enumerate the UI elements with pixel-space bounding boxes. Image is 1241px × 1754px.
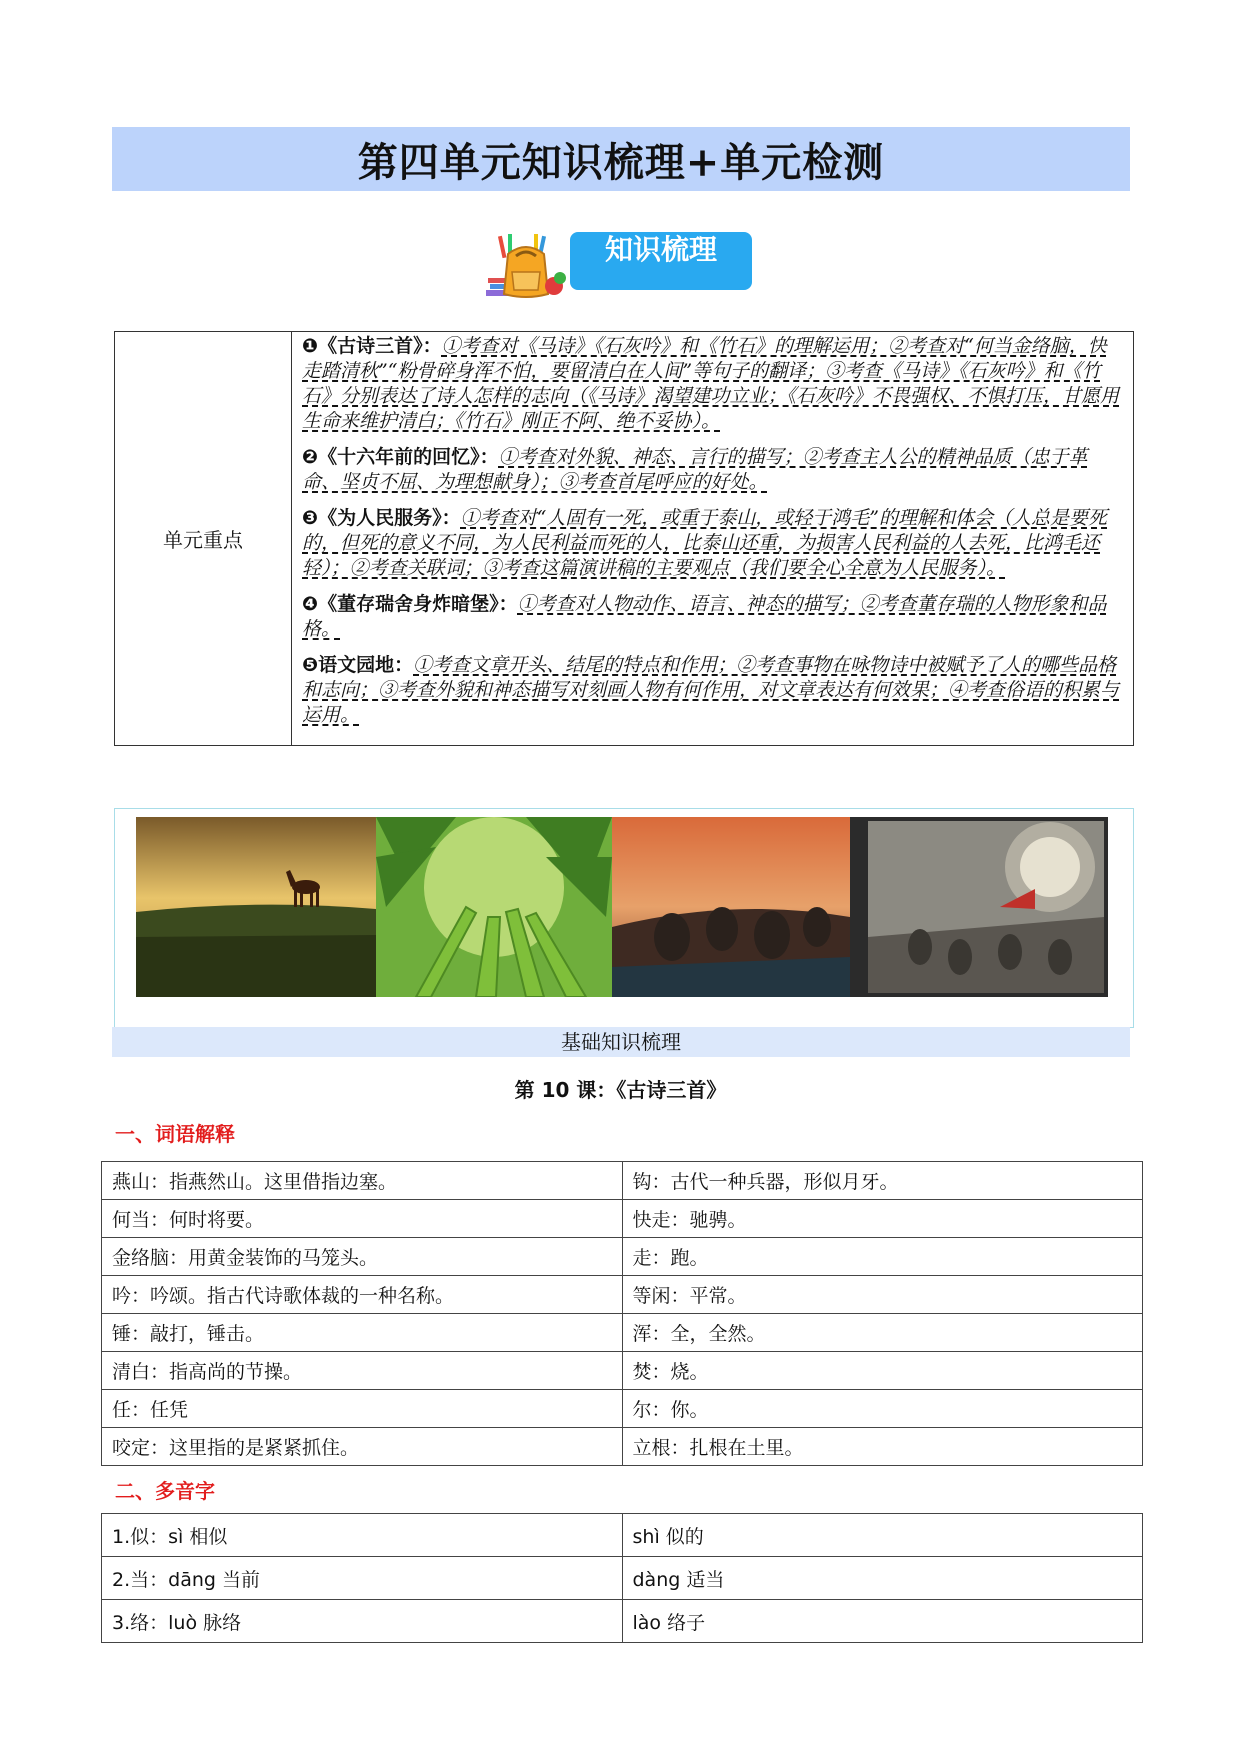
- table-row: [102, 1390, 1143, 1428]
- polyphone-cell: lào 络子: [622, 1600, 1143, 1643]
- table-row: [102, 1238, 1143, 1276]
- table-row: [102, 1428, 1143, 1466]
- battle-painting-image: [612, 817, 850, 997]
- section-badge: [478, 228, 758, 294]
- explosion-painting-image: [850, 817, 1108, 997]
- focus-item: [302, 445, 1125, 495]
- focus-item-detail: ①考查文章开头、结尾的特点和作用；②考查事物在咏物诗中被赋予了人的哪些品格和志向；③考查外貌和神态描写对刻画人物有何作用，对文章表达有何效果；④考查俗语的积累与运用。: [302, 654, 1120, 726]
- focus-item: [302, 592, 1125, 642]
- table-row: [102, 1162, 1143, 1200]
- focus-item: [302, 653, 1125, 728]
- focus-item-lead: ❶《古诗三首》：: [302, 335, 442, 357]
- focus-item-lead: ❹《董存瑞舍身炸暗堡》：: [302, 593, 518, 615]
- focus-item-detail: ①考查对“人固有一死，或重于泰山，或轻于鸿毛”的理解和体会（人总是要死的，但死的意义不同，为人民利益而死的人，比泰山还重，为损害人民利益的人去死，比鸿毛还轻）；②考查关联词；③考查这篇演讲稿的主要观点（我们要全心全意为人民服务）。: [302, 507, 1108, 579]
- vocab-table: [101, 1161, 1143, 1466]
- vocab-cell: 等闲：平常。: [622, 1276, 1143, 1314]
- bamboo-forest-image: [376, 817, 612, 997]
- focus-item: [302, 334, 1125, 434]
- unit-focus-content: [292, 332, 1134, 746]
- table-row: [102, 1557, 1143, 1600]
- lesson-title: 第 10 课：《古诗三首》: [514, 1078, 727, 1102]
- basics-section-bar: [112, 1027, 1130, 1057]
- vocab-cell: 快走：驰骋。: [622, 1200, 1143, 1238]
- vocab-cell: 吟：吟颂。指古代诗歌体裁的一种名称。: [102, 1276, 623, 1314]
- table-row: [102, 1314, 1143, 1352]
- vocab-cell: 金络脑：用黄金装饰的马笼头。: [102, 1238, 623, 1276]
- backpack-icon: [478, 234, 572, 298]
- page-title: 第四单元知识梳理+单元检测: [357, 138, 885, 186]
- badge-label: 知识梳理: [604, 233, 717, 266]
- illustration-frame: [114, 808, 1134, 1028]
- polyphone-table: [101, 1513, 1143, 1643]
- table-row: [102, 1514, 1143, 1557]
- polyphone-cell: shì 似的: [622, 1514, 1143, 1557]
- vocab-cell: 锤：敲打，锤击。: [102, 1314, 623, 1352]
- table-row: [102, 1200, 1143, 1238]
- vocab-cell: 任：任凭: [102, 1390, 623, 1428]
- page-title-bar: [112, 127, 1130, 191]
- vocab-cell: 尔：你。: [622, 1390, 1143, 1428]
- focus-item-detail: ①考查对人物动作、语言、神态的描写；②考查董存瑞的人物形象和品格。: [302, 593, 1107, 640]
- vocab-cell: 浑：全，全然。: [622, 1314, 1143, 1352]
- table-row: [102, 1600, 1143, 1643]
- table-row: [102, 1352, 1143, 1390]
- vocab-cell: 何当：何时将要。: [102, 1200, 623, 1238]
- vocab-cell: 立根：扎根在土里。: [622, 1428, 1143, 1466]
- unit-focus-table: [114, 331, 1134, 746]
- polyphone-cell: 2.当：dāng 当前: [102, 1557, 623, 1600]
- focus-item: [302, 506, 1125, 581]
- polyphone-cell: dàng 适当: [622, 1557, 1143, 1600]
- table-row: [102, 1276, 1143, 1314]
- unit-focus-label: 单元重点: [115, 332, 292, 746]
- illustration-strip: [136, 817, 1108, 997]
- vocab-cell: 清白：指高尚的节操。: [102, 1352, 623, 1390]
- vocab-cell: 咬定：这里指的是紧紧抓住。: [102, 1428, 623, 1466]
- vocab-cell: 走：跑。: [622, 1238, 1143, 1276]
- horse-sunset-image: [136, 817, 376, 997]
- vocab-cell: 焚：烧。: [622, 1352, 1143, 1390]
- vocab-heading: 一、词语解释: [115, 1122, 235, 1146]
- focus-item-detail: ①考查对外貌、神态、言行的描写；②考查主人公的精神品质（忠于革命、坚贞不屈、为理想献身）；③考查首尾呼应的好处。: [302, 446, 1088, 493]
- polyphone-cell: 1.似：sì 相似: [102, 1514, 623, 1557]
- knowledge-summary-badge: [570, 232, 752, 290]
- focus-item-lead: ❷《十六年前的回忆》：: [302, 446, 499, 468]
- vocab-cell: 燕山：指燕然山。这里借指边塞。: [102, 1162, 623, 1200]
- vocab-cell: 钩：古代一种兵器，形似月牙。: [622, 1162, 1143, 1200]
- polyphone-heading: 二、多音字: [115, 1479, 215, 1503]
- basics-title: 基础知识梳理: [561, 1030, 681, 1054]
- focus-item-detail: ①考查对《马诗》《石灰吟》和《竹石》的理解运用；②考查对“何当金络脑，快走踏清秋”“粉骨碎身浑不怕，要留清白在人间”等句子的翻译；③考查《马诗》《石灰吟》和《竹石》分别表达了诗人怎样的志向（《马诗》渴望建功立业；《石灰吟》不畏强权、不惧打压，甘愿用生命来维护清白；《竹石》刚正不阿、绝不妥协）。: [302, 335, 1120, 432]
- focus-item-lead: ❺语文园地：: [302, 654, 414, 676]
- polyphone-cell: 3.络：luò 脉络: [102, 1600, 623, 1643]
- focus-item-lead: ❸《为人民服务》：: [302, 507, 461, 529]
